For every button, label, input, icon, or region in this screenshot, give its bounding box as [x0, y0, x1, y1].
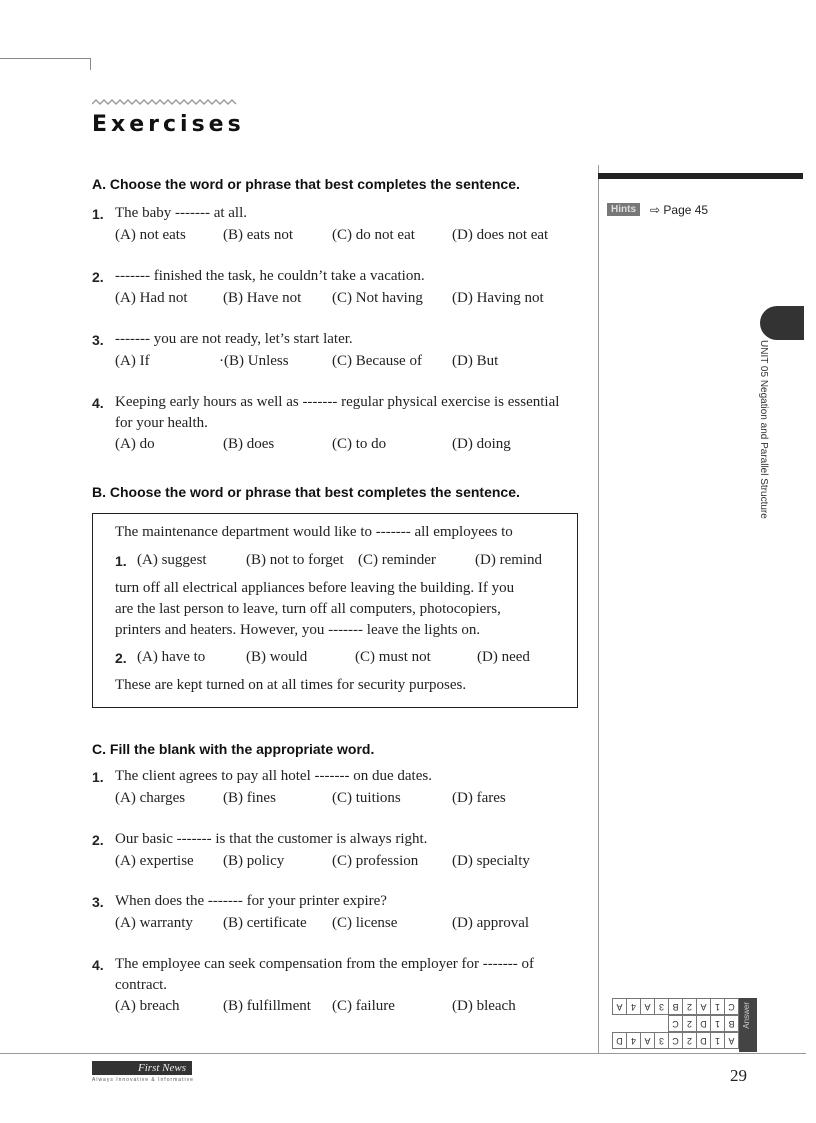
margin-divider: [598, 165, 599, 1053]
chapter-side-label: UNIT 05 Negation and Parallel Structure: [758, 340, 769, 519]
option-d[interactable]: (D) need: [477, 649, 530, 665]
section-c-question-3: 3. When does the ------- for your printer expire? (A) warranty (B) certificate (C) license (D) approval: [92, 891, 592, 935]
section-c-question-4: 4. The employee can seek compensation from the employer for ------- of contract. (A) breach (B) fulfillment (C) failure (D) bleach: [92, 954, 592, 1018]
option-d[interactable]: (D) bleach: [452, 998, 516, 1014]
option-b[interactable]: (B) policy: [223, 853, 285, 869]
option-c[interactable]: (C) Because of: [332, 353, 422, 369]
answer-key-cell: 3: [654, 1032, 669, 1049]
option-a[interactable]: (A) expertise: [115, 853, 194, 869]
passage-line: These are kept turned on at all times for security purposes.: [115, 677, 467, 693]
answer-key-cell: C: [668, 1032, 683, 1049]
margin-header-bar: [598, 173, 803, 179]
option-c[interactable]: (C) do not eat: [332, 227, 415, 243]
footer-divider: [0, 1053, 806, 1054]
passage-line: The maintenance department would like to ------- all employees to: [115, 524, 513, 540]
answer-key-cell: 1: [710, 1032, 725, 1049]
option-b[interactable]: (B) does: [223, 436, 275, 452]
section-a-question-2: 2. ------- finished the task, he couldn’t take a vacation. (A) Had not (B) Have not (C) Not having (D) Having not: [92, 266, 592, 310]
page-title: Exercises: [92, 112, 245, 137]
answer-key-cell: 1: [710, 998, 725, 1015]
chapter-tab: [760, 306, 804, 340]
option-a[interactable]: (A) breach: [115, 998, 180, 1014]
passage-question-1: 1. (A) suggest (B) not to forget (C) reminder (D) remind: [115, 552, 543, 569]
answer-key-label: Answer: [739, 998, 757, 1052]
option-b[interactable]: (B) fines: [223, 790, 276, 806]
section-a-question-3: 3. ------- you are not ready, let’s start later. (A) If ·(B) Unless (C) Because of (D) But: [92, 329, 592, 373]
option-a[interactable]: (A) have to: [137, 649, 206, 665]
passage-box: [92, 513, 578, 708]
answer-key-cell: A: [640, 998, 655, 1015]
option-c[interactable]: (C) must not: [355, 649, 431, 665]
option-a[interactable]: (A) charges: [115, 790, 186, 806]
option-d[interactable]: (D) approval: [452, 915, 530, 931]
option-c[interactable]: (C) failure: [332, 998, 395, 1014]
option-d[interactable]: (D) fares: [452, 790, 506, 806]
answer-key-cell: D: [696, 1032, 711, 1049]
section-a-question-1: 1. The baby ------- at all. (A) not eats (B) eats not (C) do not eat (D) does not eat: [92, 203, 592, 247]
section-c-question-1: 1. The client agrees to pay all hotel ------- on due dates. (A) charges (B) fines (C) tuitions (D) fares: [92, 766, 592, 810]
option-b[interactable]: (B) fulfillment: [223, 998, 311, 1014]
passage-line: turn off all electrical appliances before leaving the building. If you: [115, 580, 515, 596]
option-c[interactable]: (C) to do: [332, 436, 387, 452]
publisher-tagline: Always Innovative & Informative: [92, 1077, 194, 1083]
option-a[interactable]: (A) Had not: [115, 290, 188, 306]
option-d[interactable]: (D) doing: [452, 436, 511, 452]
answer-key-cell: 4: [626, 1032, 641, 1049]
option-c[interactable]: (C) reminder: [358, 552, 436, 568]
answer-key-cell: 4: [626, 998, 641, 1015]
section-c-question-2: 2. Our basic ------- is that the customer is always right. (A) expertise (B) policy (C) profession (D) specialty: [92, 829, 592, 873]
page-number: 29: [730, 1066, 747, 1085]
answer-key-cell: 2: [682, 1015, 697, 1032]
answer-key-cell: B: [724, 1015, 739, 1032]
option-c[interactable]: (C) profession: [332, 853, 419, 869]
passage-line: printers and heaters. However, you ------- leave the lights on.: [115, 622, 481, 638]
option-b[interactable]: (B) Have not: [223, 290, 302, 306]
hints-badge: Hints: [607, 203, 640, 216]
answer-key-cell: 3: [654, 998, 669, 1015]
zigzag-ornament: [92, 98, 242, 106]
answer-key-cell: D: [696, 1015, 711, 1032]
answer-key-cell: B: [668, 998, 683, 1015]
option-d[interactable]: (D) Having not: [452, 290, 544, 306]
option-a[interactable]: (A) do: [115, 436, 155, 452]
answer-key-cell: 1: [710, 1015, 725, 1032]
answer-key-cell: D: [612, 1032, 627, 1049]
option-c[interactable]: (C) license: [332, 915, 398, 931]
option-b[interactable]: (B) would: [246, 649, 308, 665]
option-a[interactable]: (A) suggest: [137, 552, 207, 568]
corner-mark-vertical: [90, 58, 91, 70]
answer-key-cell: A: [612, 998, 627, 1015]
option-d[interactable]: (D) specialty: [452, 853, 530, 869]
option-b[interactable]: (B) eats not: [223, 227, 293, 243]
publisher-logo: First News: [92, 1061, 192, 1075]
answer-key: [607, 998, 757, 1052]
option-d[interactable]: (D) does not eat: [452, 227, 549, 243]
section-c-heading: C. Fill the blank with the appropriate word.: [92, 741, 375, 757]
corner-mark-horizontal: [0, 58, 90, 59]
answer-key-cell: A: [640, 1032, 655, 1049]
answer-key-cell: 2: [682, 1032, 697, 1049]
answer-key-cell: 2: [682, 998, 697, 1015]
option-b[interactable]: (B) not to forget: [246, 552, 344, 568]
answer-key-cell: A: [724, 1032, 739, 1049]
option-a[interactable]: (A) not eats: [115, 227, 186, 243]
option-c[interactable]: (C) tuitions: [332, 790, 401, 806]
option-d[interactable]: (D) remind: [475, 552, 543, 568]
hints-page-ref[interactable]: ⇨ Page 45: [650, 203, 709, 217]
option-c[interactable]: (C) Not having: [332, 290, 423, 306]
option-b[interactable]: ·(B) Unless: [219, 353, 289, 369]
option-d[interactable]: (D) But: [452, 353, 499, 369]
answer-key-cell: C: [724, 998, 739, 1015]
section-b-heading: B. Choose the word or phrase that best completes the sentence.: [92, 484, 520, 500]
passage-line: are the last person to leave, turn off all computers, photocopiers,: [115, 601, 501, 617]
section-a-question-4: 4. Keeping early hours as well as ------- regular physical exercise is essential for your health. (A) do (B) does (C) to do (D) doing: [92, 392, 592, 456]
option-a[interactable]: (A) warranty: [115, 915, 193, 931]
answer-key-cell: C: [668, 1015, 683, 1032]
option-b[interactable]: (B) certificate: [223, 915, 307, 931]
section-a-heading: A. Choose the word or phrase that best completes the sentence.: [92, 176, 520, 192]
answer-key-cell: A: [696, 998, 711, 1015]
option-a[interactable]: (A) If: [115, 353, 150, 369]
passage-question-2: 2. (A) have to (B) would (C) must not (D) need: [115, 649, 530, 666]
